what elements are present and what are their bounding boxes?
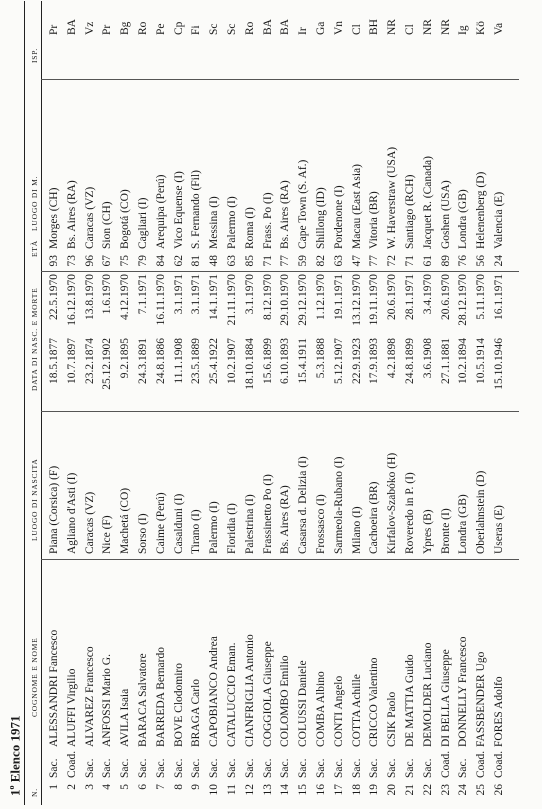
cell-title: Sac. xyxy=(386,758,399,778)
cell-birthplace: Caracas (VZ) xyxy=(83,491,96,554)
cell-name: ALESSANDRI Fancesco xyxy=(48,629,60,747)
cell-birthplace: Roveredo in P. (I) xyxy=(403,472,416,554)
cell-num: 13 xyxy=(261,784,274,796)
cell-death: 13.12.1970 xyxy=(350,274,363,326)
cell-isp: BH xyxy=(368,19,381,35)
cell-title: Sac. xyxy=(136,758,149,778)
cell-birthplace: Frassinetto Po (I) xyxy=(261,474,274,554)
cell-birth: 10.2.1907 xyxy=(225,338,238,384)
cell-num: 10 xyxy=(208,784,221,796)
cell-deathplace: Roma (I) xyxy=(243,207,256,249)
cell-deathplace: Arequipa (Perú) xyxy=(154,174,167,249)
cell-birth: 15.10.1946 xyxy=(492,338,505,390)
header-rule-bottom xyxy=(41,1,42,805)
cell-deathplace: Helenenberg (D) xyxy=(475,171,488,249)
cell-num: 25 xyxy=(475,784,488,796)
table-row xyxy=(474,0,492,809)
table-body xyxy=(47,0,510,809)
cell-deathplace: Jacquet R. (Canada) xyxy=(421,156,434,249)
cell-death: 1.6.1970 xyxy=(101,274,114,315)
cell-death: 19.1.1971 xyxy=(332,274,345,320)
cell-isp: Vz xyxy=(83,21,96,35)
cell-death: 4.12.1970 xyxy=(119,274,132,320)
table-row xyxy=(118,0,136,809)
cell-isp: Pr xyxy=(101,24,114,35)
cell-age: 77 xyxy=(279,255,292,267)
cell-isp: Sc xyxy=(225,23,238,35)
cell-title: Sac. xyxy=(172,758,185,778)
cell-name: BOVE Clodomiro xyxy=(172,662,185,747)
cell-name: AVILA Isaia xyxy=(119,688,132,747)
cell-deathplace: S. Fernando (Fil) xyxy=(190,170,203,249)
cell-death: 16.11.1970 xyxy=(154,274,167,326)
cell-title: Sac. xyxy=(368,758,381,778)
cell-isp: Va xyxy=(492,22,505,35)
table-row xyxy=(65,0,83,809)
cell-num: 1 xyxy=(48,784,60,790)
cell-age: 63 xyxy=(332,255,345,267)
table-row xyxy=(350,0,368,809)
cell-name: ALVAREZ Francesco xyxy=(83,646,96,747)
cell-birth: 5.12.1907 xyxy=(332,338,345,384)
cell-num: 17 xyxy=(332,784,345,796)
cell-birthplace: Floridia (I) xyxy=(225,503,238,554)
cell-birth: 25.4.1922 xyxy=(208,338,221,384)
cell-num: 26 xyxy=(492,784,505,796)
cell-isp: BA xyxy=(279,19,292,35)
cell-age: 59 xyxy=(297,255,310,267)
cell-death: 22.5.1970 xyxy=(48,274,60,320)
cell-title: Sac. xyxy=(350,758,363,778)
cell-death: 3.1.1970 xyxy=(243,274,256,315)
cell-birth: 6.10.1893 xyxy=(279,338,292,384)
cell-isp: Ga xyxy=(314,21,327,35)
table-row xyxy=(189,0,207,809)
cell-deathplace: Caracas (VZ) xyxy=(83,186,96,249)
cell-num: 9 xyxy=(190,784,203,790)
header-name: COGNOME E NOME xyxy=(30,637,39,717)
cell-birth: 9.2.1895 xyxy=(119,338,132,379)
table-row xyxy=(207,0,225,809)
cell-birthplace: Agliano d'Asti (I) xyxy=(65,472,78,554)
cell-num: 19 xyxy=(368,784,381,796)
cell-birthplace: Casalduni (I) xyxy=(172,493,185,554)
cell-death: 29.10.1970 xyxy=(279,274,292,326)
cell-death: 16.12.1970 xyxy=(65,274,78,326)
title-ordinal: o xyxy=(7,785,16,790)
cell-birthplace: Palestrina (I) xyxy=(243,494,256,554)
table-row xyxy=(172,0,190,809)
cell-title: Sac. xyxy=(297,758,310,778)
cell-num: 6 xyxy=(136,784,149,790)
cell-isp: Cl xyxy=(350,24,363,35)
cell-name: FASSBENDER Ugo xyxy=(475,651,488,747)
cell-birth: 18.10.1884 xyxy=(243,338,256,390)
cell-isp: BA xyxy=(65,19,78,35)
header-isp: ISP. xyxy=(30,47,39,63)
cell-age: 79 xyxy=(136,255,149,267)
cell-title: Sac. xyxy=(243,758,256,778)
cell-birth: 11.1.1908 xyxy=(172,338,185,384)
cell-name: DONNELLY Francesco xyxy=(457,636,470,747)
cell-isp: NR xyxy=(439,19,452,35)
cell-deathplace: Frass. Po (I) xyxy=(261,192,274,249)
cell-deathplace: Pordenone (I) xyxy=(332,185,345,249)
cell-isp: Pr xyxy=(48,24,60,35)
cell-num: 18 xyxy=(350,784,363,796)
cell-birth: 24.3.1891 xyxy=(136,338,149,384)
list-title xyxy=(7,715,23,796)
cell-death: 5.11.1970 xyxy=(475,274,488,320)
cell-birthplace: Palermo (I) xyxy=(208,501,221,554)
table-row xyxy=(47,0,65,809)
cell-birthplace: Cachoeira (BR) xyxy=(368,481,381,554)
cell-name: BARACA Salvatore xyxy=(136,653,149,747)
cell-name: COMBA Albino xyxy=(314,671,327,747)
cell-deathplace: Macau (East Asia) xyxy=(350,164,363,249)
table-row xyxy=(225,0,243,809)
cell-isp: Fi xyxy=(190,25,203,35)
cell-age: 61 xyxy=(421,255,434,267)
cell-birth: 10.2.1894 xyxy=(457,338,470,384)
cell-deathplace: Bs. Aires (RA) xyxy=(65,180,78,249)
cell-birth: 10.7.1897 xyxy=(65,338,78,384)
cell-name: CAPOBIANCO Andrea xyxy=(208,636,221,747)
table-row xyxy=(296,0,314,809)
cell-deathplace: Goshen (USA) xyxy=(439,180,452,249)
table-row xyxy=(154,0,172,809)
cell-death: 21.11.1970 xyxy=(225,274,238,326)
cell-birth: 5.3.1888 xyxy=(314,338,327,379)
cell-deathplace: Vico Equense (I) xyxy=(172,171,185,249)
cell-birth: 24.8.1886 xyxy=(154,338,167,384)
cell-num: 15 xyxy=(297,784,310,796)
cell-death: 14.1.1971 xyxy=(208,274,221,320)
table-row xyxy=(136,0,154,809)
cell-isp: Ir xyxy=(297,27,310,35)
cell-age: 82 xyxy=(314,255,327,267)
cell-deathplace: Cape Town (S. Af.) xyxy=(297,159,310,249)
cell-name: DI BELLA Giuseppe xyxy=(439,649,452,747)
cell-title: Sac. xyxy=(261,758,274,778)
cell-death: 3.1.1971 xyxy=(190,274,203,315)
cell-num: 23 xyxy=(439,784,452,796)
header-dates: DATA DI NASC. E MORTE xyxy=(30,287,39,391)
cell-num: 22 xyxy=(421,784,434,796)
cell-title: Coad. xyxy=(492,750,505,778)
cell-age: 81 xyxy=(190,255,203,267)
cell-name: ALUFFI Virgilio xyxy=(65,668,78,747)
column-headers xyxy=(26,0,42,809)
cell-death: 1.12.1970 xyxy=(314,274,327,320)
cell-name: DEMOLDER Luciano xyxy=(421,642,434,747)
table-row xyxy=(332,0,350,809)
cell-birthplace: Frossasco (I) xyxy=(314,494,327,554)
cell-num: 21 xyxy=(403,784,416,796)
cell-birth: 15.4.1911 xyxy=(297,338,310,384)
cell-name: BARREDA Bernardo xyxy=(154,647,167,747)
cell-death: 20.6.1970 xyxy=(386,274,399,320)
cell-age: 75 xyxy=(119,255,132,267)
cell-age: 84 xyxy=(154,255,167,267)
cell-age: 76 xyxy=(457,255,470,267)
header-deathplace: LUOGO DI M. xyxy=(30,175,39,231)
cell-death: 13.8.1970 xyxy=(83,274,96,320)
cell-title: Sac. xyxy=(190,758,203,778)
cell-birth: 23.2.1874 xyxy=(83,338,96,384)
cell-title: Sac. xyxy=(225,758,238,778)
cell-death: 7.1.1971 xyxy=(136,274,149,315)
cell-death: 19.11.1970 xyxy=(368,274,381,326)
cell-death: 20.6.1970 xyxy=(439,274,452,320)
cell-num: 7 xyxy=(154,784,167,790)
cell-title: Sac. xyxy=(314,758,327,778)
cell-age: 48 xyxy=(208,255,221,267)
cell-num: 3 xyxy=(83,784,96,790)
cell-birth: 25.12.1902 xyxy=(101,338,114,390)
cell-birthplace: Bs. Aires (RA) xyxy=(279,485,292,554)
cell-num: 16 xyxy=(314,784,327,796)
header-num: N. xyxy=(30,788,39,797)
cell-birthplace: Caime (Perú) xyxy=(154,492,167,554)
table-row xyxy=(278,0,296,809)
cell-birthplace: Machetá (CO) xyxy=(119,487,132,554)
cell-title: Sac. xyxy=(457,758,470,778)
cell-title: Coad. xyxy=(439,750,452,778)
cell-birth: 4.2.1898 xyxy=(386,338,399,379)
cell-birthplace: Londra (GB) xyxy=(457,494,470,554)
cell-title: Sac. xyxy=(119,758,132,778)
table-row xyxy=(492,0,510,809)
cell-age: 73 xyxy=(65,255,78,267)
table-row xyxy=(385,0,403,809)
cell-birthplace: Ypres (B) xyxy=(421,509,434,554)
cell-death: 29.12.1970 xyxy=(297,274,310,326)
table-row xyxy=(83,0,101,809)
cell-deathplace: Valencia (E) xyxy=(492,191,505,249)
cell-age: 71 xyxy=(261,255,274,267)
cell-name: COTTA Achille xyxy=(350,674,363,747)
cell-isp: Ig xyxy=(457,25,470,35)
cell-age: 96 xyxy=(83,255,96,267)
cell-title: Sac. xyxy=(208,758,221,778)
cell-deathplace: W. Haverstraw (USA) xyxy=(386,146,399,249)
cell-death: 16.1.1971 xyxy=(492,274,505,320)
cell-isp: Bg xyxy=(119,21,132,35)
cell-num: 8 xyxy=(172,784,185,790)
header-age: ETÀ xyxy=(30,240,39,257)
cell-isp: Kö xyxy=(475,20,488,35)
cell-age: 72 xyxy=(386,255,399,267)
cell-name: CRICCO Valentino xyxy=(368,657,381,747)
cell-age: 62 xyxy=(172,255,185,267)
cell-age: 63 xyxy=(225,255,238,267)
cell-birth: 27.1.1881 xyxy=(439,338,452,384)
cell-deathplace: Palermo (I) xyxy=(225,196,238,249)
title-label: Elenco 1971 xyxy=(7,715,23,783)
cell-title: Sac. xyxy=(83,758,96,778)
cell-name: COLOMBO Emilio xyxy=(279,655,292,747)
cell-name: BRAGA Carlo xyxy=(190,678,203,747)
cell-isp: NR xyxy=(386,19,399,35)
cell-birth: 24.8.1899 xyxy=(403,338,416,384)
cell-age: 77 xyxy=(368,255,381,267)
cell-birthplace: Sorso (I) xyxy=(136,513,149,554)
cell-birthplace: Oberlahnstein (D) xyxy=(475,470,488,554)
cell-birthplace: Milano (I) xyxy=(350,506,363,554)
cell-deathplace: Shillong (ID) xyxy=(314,187,327,249)
table-row xyxy=(439,0,457,809)
cell-title: Coad. xyxy=(65,750,78,778)
cell-age: 56 xyxy=(475,255,488,267)
cell-age: 89 xyxy=(439,255,452,267)
cell-death: 8.12.1970 xyxy=(261,274,274,320)
cell-name: COLUSSI Daniele xyxy=(297,660,310,747)
cell-num: 2 xyxy=(65,784,78,790)
cell-deathplace: Londra (GB) xyxy=(457,189,470,249)
cell-isp: Cl xyxy=(403,24,416,35)
table-row xyxy=(456,0,474,809)
header-birthplace: LUOGO DI NASCITA xyxy=(30,458,39,541)
cell-death: 3.1.1971 xyxy=(172,274,185,315)
cell-title: Coad. xyxy=(475,750,488,778)
cell-birthplace: Bronte (I) xyxy=(439,508,452,554)
cell-deathplace: Vitoria (BR) xyxy=(368,191,381,249)
cell-name: COGGIOLA Giuseppe xyxy=(261,641,274,747)
cell-name: CSIK Paolo xyxy=(386,691,399,747)
cell-deathplace: Bogotá (CO) xyxy=(119,189,132,249)
table-row xyxy=(403,0,421,809)
cell-deathplace: Santiago (RCH) xyxy=(403,174,416,249)
table-row xyxy=(367,0,385,809)
table-row xyxy=(261,0,279,809)
cell-birthplace: Piana (Corsica) (F) xyxy=(48,465,60,554)
cell-isp: Sc xyxy=(208,23,221,35)
cell-age: 67 xyxy=(101,255,114,267)
cell-title: Sac. xyxy=(332,758,345,778)
cell-birthplace: Nice (F) xyxy=(101,515,114,554)
cell-death: 3.4.1970 xyxy=(421,274,434,315)
cell-isp: Ro xyxy=(136,21,149,35)
cell-isp: BA xyxy=(261,19,274,35)
cell-num: 12 xyxy=(243,784,256,796)
cell-name: CONTI Angelo xyxy=(332,675,345,747)
cell-birthplace: Casarsa d. Delizia (I) xyxy=(297,456,310,554)
cell-birth: 17.9.1893 xyxy=(368,338,381,384)
cell-birthplace: Sarmeola-Rubano (I) xyxy=(332,456,345,554)
cell-age: 93 xyxy=(48,255,60,267)
cell-age: 85 xyxy=(243,255,256,267)
cell-num: 14 xyxy=(279,784,292,796)
cell-num: 11 xyxy=(225,784,238,796)
cell-deathplace: Cagliari (I) xyxy=(136,197,149,249)
cell-isp: Ro xyxy=(243,21,256,35)
cell-birthplace: Useras (E) xyxy=(492,505,505,554)
cell-birth: 18.5.1877 xyxy=(48,338,60,384)
cell-name: CATALUCCIO Eman. xyxy=(225,642,238,747)
cell-birth: 15.6.1899 xyxy=(261,338,274,384)
cell-title: Sac. xyxy=(48,758,60,778)
cell-title: Sac. xyxy=(279,758,292,778)
cell-deathplace: Morges (CH) xyxy=(48,187,60,249)
cell-name: ANFOSSI Mario G. xyxy=(101,654,114,747)
cell-deathplace: Bs. Aires (RA) xyxy=(279,180,292,249)
cell-birth: 23.5.1889 xyxy=(190,338,203,384)
cell-birthplace: Tirano (I) xyxy=(190,509,203,554)
cell-age: 24 xyxy=(492,255,505,267)
cell-title: Sac. xyxy=(101,758,114,778)
cell-name: DE MATTIA Guido xyxy=(403,654,416,747)
cell-age: 71 xyxy=(403,255,416,267)
cell-isp: Vn xyxy=(332,20,345,35)
cell-title: Sac. xyxy=(154,758,167,778)
cell-birth: 22.9.1923 xyxy=(350,338,363,384)
cell-num: 5 xyxy=(119,784,132,790)
cell-deathplace: Messina (I) xyxy=(208,196,221,249)
table-row xyxy=(100,0,118,809)
title-number: 1 xyxy=(7,789,23,796)
cell-isp: NR xyxy=(421,19,434,35)
table-row xyxy=(421,0,439,809)
header-rule-top xyxy=(24,1,25,805)
cell-num: 24 xyxy=(457,784,470,796)
cell-num: 4 xyxy=(101,784,114,790)
table-row xyxy=(314,0,332,809)
cell-birth: 10.5.1914 xyxy=(475,338,488,384)
cell-title: Sac. xyxy=(403,758,416,778)
cell-name: CIANFRIGLIA Antonio xyxy=(243,634,256,747)
cell-num: 20 xyxy=(386,784,399,796)
cell-name: FORES Adolfo xyxy=(492,676,505,747)
cell-isp: Cp xyxy=(172,21,185,35)
cell-birthplace: Kirfalov-Szabóko (H) xyxy=(386,452,399,554)
cell-isp: Pe xyxy=(154,23,167,35)
cell-age: 47 xyxy=(350,255,363,267)
cell-death: 28.1.1971 xyxy=(403,274,416,320)
table-row xyxy=(243,0,261,809)
cell-death: 28.12.1970 xyxy=(457,274,470,326)
cell-birth: 3.6.1908 xyxy=(421,338,434,379)
cell-deathplace: Sion (CH) xyxy=(101,201,114,249)
cell-title: Sac. xyxy=(421,758,434,778)
